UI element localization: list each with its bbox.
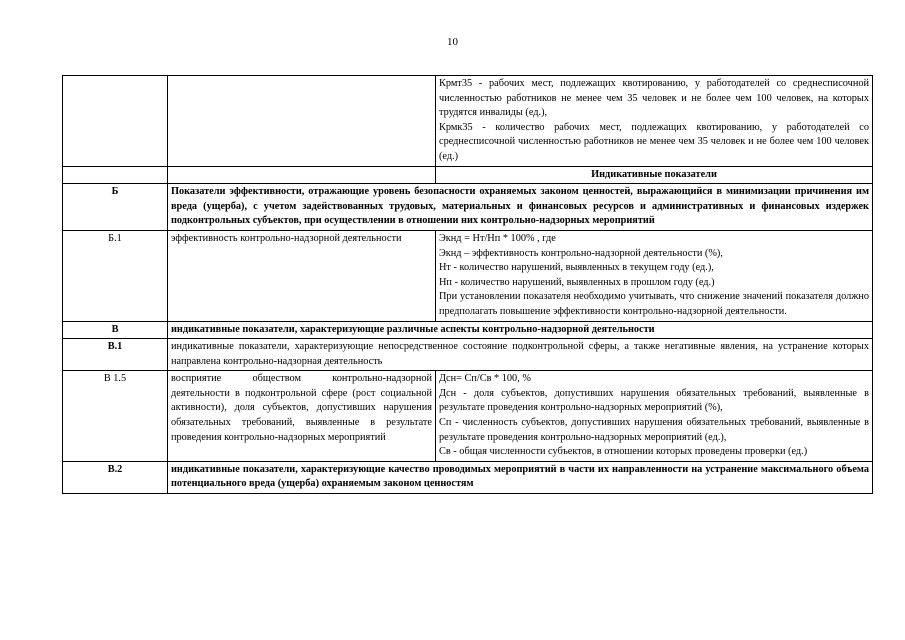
row-code: В 1.5 bbox=[63, 371, 168, 462]
description-line: Св - общая численности субъектов, в отношении которых проведены проверки (ед.) bbox=[439, 446, 808, 458]
description-line: Нп - количество нарушений, выявленных в прошлом году (ед.) bbox=[439, 276, 715, 288]
section-title: Показатели эффективности, отражающие уровень безопасности охраняемых законом ценностей, выражающийся в минимизации причинения им вреда (ущерба), с учетом задействованных трудовых, материальных и финансовых ресурсов и административных и финансовых издержек подконтрольных субъектов, при осуществлении в отношении них контрольно-надзорных мероприятий bbox=[168, 184, 873, 231]
description-line: Нт - количество нарушений, выявленных в текущем году (ед.), bbox=[439, 262, 714, 274]
description-line: Крмк35 - количество рабочих мест, подлежащих квотированию, у работодателей со среднесписочной численностью работников не менее чем 35 человек и не более чем 100 человек (ед.) bbox=[439, 121, 869, 162]
table-row bbox=[63, 230, 873, 321]
row-code: В.1 bbox=[63, 339, 168, 371]
description-line: Крмт35 - рабочих мест, подлежащих квотированию, у работодателей со среднесписочной численностью работников не менее чем 35 человек и не более чем 100 человек, на которых трудятся инвалиды (ед.), bbox=[439, 78, 869, 119]
section-code: В bbox=[63, 321, 168, 339]
table-row bbox=[63, 339, 873, 371]
row-code: В.2 bbox=[63, 461, 168, 493]
description-line: Сп - численность субъектов, допустивших нарушения обязательных требований, выявленные в результате проведения контрольно-надзорных мероприятий (ед.), bbox=[439, 417, 869, 443]
row-description bbox=[436, 371, 873, 462]
description-line: Экнд – эффективность контрольно-надзорной деятельности (%), bbox=[439, 247, 723, 259]
row-code bbox=[63, 76, 168, 167]
section-row bbox=[63, 321, 873, 339]
description-line: При установлении показателя необходимо учитывать, что снижение значений показателя должно предполагать повышение эффективности контрольно-надзорной деятельности. bbox=[439, 291, 869, 317]
description-line: Дсн= Сп/Св * 100, % bbox=[439, 373, 531, 385]
row-name: эффективность контрольно-надзорной деятельности bbox=[168, 230, 436, 321]
row-name bbox=[168, 76, 436, 167]
table-row bbox=[63, 461, 873, 493]
row-code: Б.1 bbox=[63, 230, 168, 321]
row-name: восприятие обществом контрольно-надзорной деятельности в подконтрольной сфере (рост социальной активности), доля субъектов, допустивших нарушения обязательных требований, выявленные в результате проведения контрольно-надзорных мероприятий bbox=[168, 371, 436, 462]
description-line: Экнд = Нт/Нп * 100% , где bbox=[439, 232, 556, 244]
table-row bbox=[63, 166, 873, 184]
row-title: индикативные показатели, характеризующие непосредственное состояние подконтрольной сферы, а также негативные явления, на устранение которых направлена контрольно-надзорная деятельность bbox=[168, 339, 873, 371]
table-row bbox=[63, 371, 873, 462]
page-number: 10 bbox=[447, 36, 458, 48]
description-line: Дсн - доля субъектов, допустивших нарушения обязательных требований, выявленные в результате проведения контрольно-надзорных мероприятий (%), bbox=[439, 387, 869, 414]
section-code: Б bbox=[63, 184, 168, 231]
row-description bbox=[436, 230, 873, 321]
indicative-heading: Индикативные показатели bbox=[436, 166, 873, 184]
table-row bbox=[63, 76, 873, 167]
indicators-table bbox=[62, 75, 873, 494]
section-row bbox=[63, 184, 873, 231]
row-title: индикативные показатели, характеризующие качество проводимых мероприятий в части их направленности на устранение максимального объема потенциального вреда (ущерба) охраняемым законом ценностям bbox=[168, 461, 873, 493]
row-description bbox=[436, 76, 873, 167]
section-title: индикативные показатели, характеризующие различные аспекты контрольно-надзорной деятельности bbox=[168, 321, 873, 339]
